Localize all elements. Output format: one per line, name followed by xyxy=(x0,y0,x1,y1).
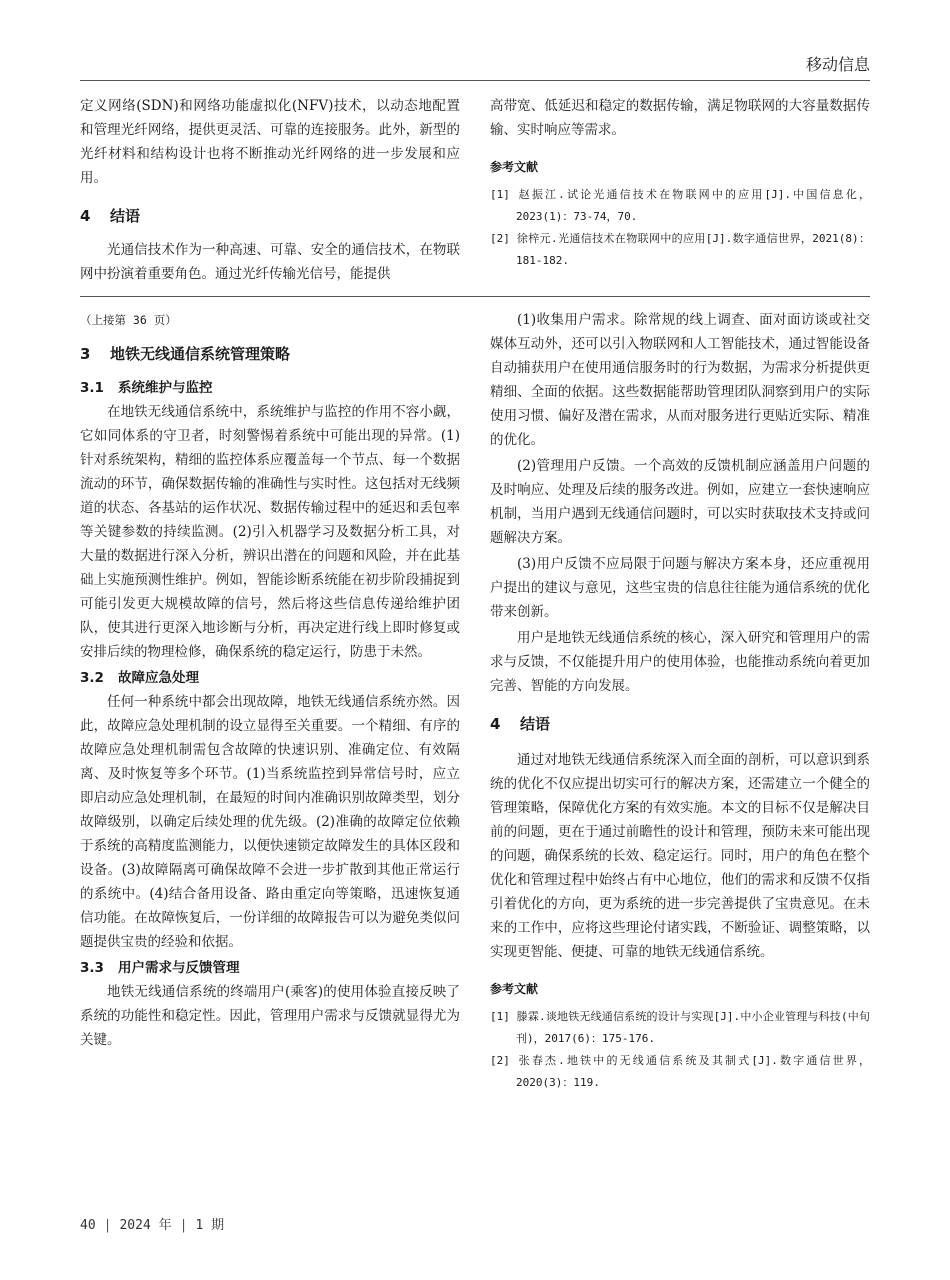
references-heading: 参考文献 xyxy=(490,160,539,174)
section-divider-rule xyxy=(80,296,870,297)
reference-item: [2] 徐梓元.光通信技术在物联网中的应用[J].数字通信世界，2021(8)：181-182. xyxy=(490,232,870,267)
section-heading xyxy=(80,342,460,366)
issue-year: 2024 年 xyxy=(119,1218,172,1233)
section-title: 结语 xyxy=(520,715,551,733)
top-right-column xyxy=(490,94,870,272)
page-number: 40 xyxy=(80,1218,96,1233)
reference-item: [1] 赵振江.试论光通信技术在物联网中的应用[J].中国信息化，2023(1)：73-74，70. xyxy=(490,188,870,223)
subsection-number: 3.2 xyxy=(80,670,104,686)
paragraph: (3)用户反馈不应局限于问题与解决方案本身，还应重视用户提出的建议与意见，这些宝贵的信息往往能为通信系统的优化带来创新。 xyxy=(490,556,870,620)
subsection-title: 用户需求与反馈管理 xyxy=(118,960,240,976)
paragraph: 定义网络(SDN)和网络功能虚拟化(NFV)技术，以动态地配置和管理光纤网络，提供更灵活、可靠的连接服务。此外，新型的光纤材料和结构设计也将不断推动光纤网络的进一步发展和应用。 xyxy=(80,98,460,186)
subsection-number: 3.3 xyxy=(80,960,104,976)
paragraph: 光通信技术作为一种高速、可靠、安全的通信技术，在物联网中扮演着重要角色。通过光纤传输光信号，能提供 xyxy=(80,242,460,282)
reference-item: [2] 张春杰.地铁中的无线通信系统及其制式[J].数字通信世界，2020(3)：119. xyxy=(490,1054,870,1089)
subsection-title: 故障应急处理 xyxy=(118,670,199,686)
paragraph: 任何一种系统中都会出现故障，地铁无线通信系统亦然。因此，故障应急处理机制的设立显得至关重要。一个精细、有序的故障应急处理机制需包含故障的快速识别、准确定位、有效隔离、及时恢复等多个环节。(1)当系统监控到异常信号时，应立即启动应急处理机制，在最短的时间内准确识别故障类型，划分故障级别，以确定后续处理的优先级。(2)准确的故障定位依赖于系统的高精度监测能力，以便快速锁定故障发生的具体区段和设备。(3)故障隔离可确保故障不会进一步扩散到其他正常运行的系统中。(4)结合备用设备、路由重定向等策略，迅速恢复通信功能。在故障恢复后，一份详细的故障报告可以为避免类似问题提供宝贵的经验和依据。 xyxy=(80,694,460,950)
references-heading: 参考文献 xyxy=(490,982,539,996)
section-title: 地铁无线通信系统管理策略 xyxy=(110,345,291,363)
section-number: 4 xyxy=(490,715,501,733)
continued-note: （上接第 36 页） xyxy=(80,313,177,327)
paragraph: (2)管理用户反馈。一个高效的反馈机制应涵盖用户问题的及时响应、处理及后续的服务改进。例如，应建立一套快速响应机制，当用户遇到无线通信问题时，可以实时获取技术支持或问题解决方案。 xyxy=(490,458,870,546)
bottom-left-column xyxy=(80,308,460,1052)
subsection-heading xyxy=(80,956,460,980)
bottom-right-column xyxy=(490,308,870,1094)
paragraph: (1)收集用户需求。除常规的线上调查、面对面访谈或社交媒体互动外，还可以引入物联网和人工智能技术，通过智能设备自动捕获用户在使用通信服务时的行为数据，为需求分析提供更精细、全面的依据。这些数据能帮助管理团队洞察到用户的实际使用习惯、偏好及潜在需求，从而对服务进行更贴近实际、精准的优化。 xyxy=(490,312,870,448)
section-heading xyxy=(490,712,870,736)
paragraph: 用户是地铁无线通信系统的核心，深入研究和管理用户的需求与反馈，不仅能提升用户的使用体验，也能推动系统向着更加完善、智能的方向发展。 xyxy=(490,630,870,694)
issue-number: 1 期 xyxy=(195,1218,225,1233)
subsection-number: 3.1 xyxy=(80,380,104,396)
section-title: 结语 xyxy=(110,207,141,225)
subsection-title: 系统维护与监控 xyxy=(118,380,213,396)
top-left-column xyxy=(80,94,460,286)
paragraph: 地铁无线通信系统的终端用户(乘客)的使用体验直接反映了系统的功能性和稳定性。因此，管理用户需求与反馈就显得尤为关键。 xyxy=(80,984,460,1048)
journal-name: 移动信息 xyxy=(805,55,870,74)
paragraph: 在地铁无线通信系统中，系统维护与监控的作用不容小觑，它如同体系的守卫者，时刻警惕着系统中可能出现的异常。(1)针对系统架构，精细的监控体系应覆盖每一个节点、每一个数据流动的环节，确保数据传输的准确性与实时性。这包括对无线频道的状态、各基站的运作状况、数据传输过程中的延迟和丢包率等关键参数的持续监测。(2)引入机器学习及数据分析工具，对大量的数据进行深入分析，辨识出潜在的问题和风险，并在此基础上实施预测性维护。例如，智能诊断系统能在初步阶段捕捉到可能引发更大规模故障的信号，然后将这些信息传递给维护团队，使其进行更深入地诊断与分析，再决定进行线上即时修复或安排后续的物理检修，确保系统的稳定运行，防患于未然。 xyxy=(80,404,460,660)
paragraph: 高带宽、低延迟和稳定的数据传输，满足物联网的大容量数据传输、实时响应等需求。 xyxy=(490,98,870,138)
reference-item: [1] 滕霖.谈地铁无线通信系统的设计与实现[J].中小企业管理与科技(中旬刊)，2017(6)：175-176. xyxy=(490,1010,870,1045)
page-footer: 40 | 2024 年 | 1 期 xyxy=(80,1218,225,1233)
section-heading xyxy=(80,204,460,228)
paragraph: 通过对地铁无线通信系统深入而全面的剖析，可以意识到系统的优化不仅应提出切实可行的解决方案，还需建立一个健全的管理策略，保障优化方案的有效实施。本文的目标不仅是解决目前的问题，更在于通过前瞻性的设计和管理，预防未来可能出现的问题，确保系统的长效、稳定运行。同时，用户的角色在整个优化和管理过程中始终占有中心地位，他们的需求和反馈不仅指引着优化的方向，更为系统的进一步完善提供了宝贵意见。在未来的工作中，应将这些理论付诸实践，不断验证、调整策略，以实现更智能、便捷、可靠的地铁无线通信系统。 xyxy=(490,752,870,960)
section-number: 4 xyxy=(80,207,91,225)
section-number: 3 xyxy=(80,345,91,363)
header-rule xyxy=(80,80,870,81)
subsection-heading xyxy=(80,376,460,400)
subsection-heading xyxy=(80,666,460,690)
